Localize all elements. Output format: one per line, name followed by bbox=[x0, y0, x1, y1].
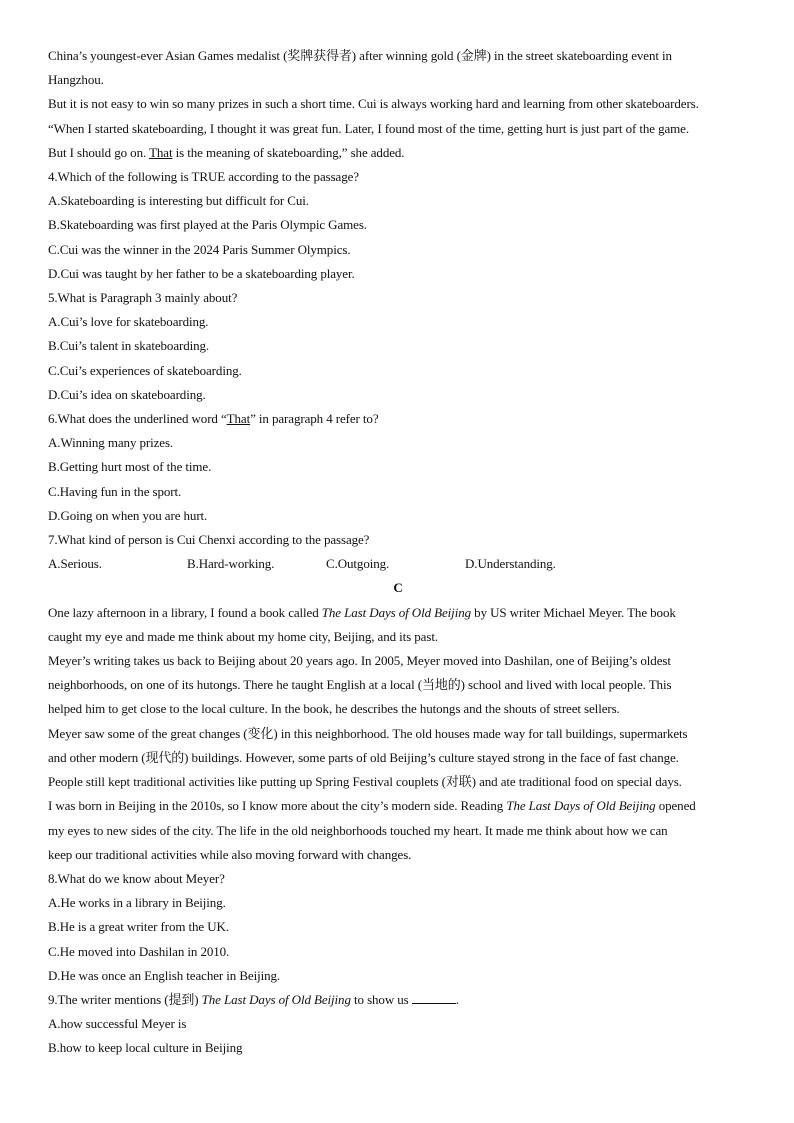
option: D.He was once an English teacher in Beijing. bbox=[48, 967, 281, 983]
passage-line: China’s youngest-ever Asian Games medalist (奖牌获得者) after winning gold (金牌) in the street skateboarding event in bbox=[48, 48, 672, 63]
book-title: The Last Days of Old Beijing bbox=[321, 604, 472, 620]
question-8: 8.What do we know about Meyer? bbox=[48, 870, 225, 886]
option: A.Skateboarding is interesting but difficult for Cui. bbox=[48, 193, 309, 209]
underlined-word: That bbox=[149, 144, 173, 160]
option: A.He works in a library in Beijing. bbox=[48, 895, 226, 911]
option: B.Cui’s talent in skateboarding. bbox=[48, 338, 210, 354]
option: A.Winning many prizes. bbox=[48, 435, 174, 451]
passage-line: caught my eye and made me think about my home city, Beijing, and its past. bbox=[48, 628, 438, 644]
text: I was born in Beijing in the 2010s, so I know more about the city’s modern side. Reading bbox=[48, 798, 507, 814]
option: D.Going on when you are hurt. bbox=[48, 507, 208, 523]
option: B.how to keep local culture in Beijing bbox=[48, 1040, 243, 1056]
passage-line: neighborhoods, on one of its hutongs. There he taught English at a local (当地的) school and lived with local people. This bbox=[48, 677, 672, 693]
option: B.Getting hurt most of the time. bbox=[48, 459, 212, 475]
option: D.Cui’s idea on skateboarding. bbox=[48, 386, 206, 402]
book-title: The Last Days of Old Beijing bbox=[201, 991, 351, 1007]
text: is the meaning of skateboarding,” she added. bbox=[172, 144, 405, 160]
text: by US writer Michael Meyer. The book bbox=[471, 604, 676, 620]
option: C.He moved into Dashilan in 2010. bbox=[48, 943, 230, 959]
question-6 bbox=[48, 407, 748, 431]
passage-line: Hangzhou. bbox=[48, 72, 104, 88]
option: C.Cui’s experiences of skateboarding. bbox=[48, 362, 242, 378]
text: 9.The writer mentions (提到) bbox=[48, 991, 202, 1007]
text: ” in paragraph 4 refer to? bbox=[250, 411, 379, 427]
answer-blank[interactable] bbox=[412, 991, 456, 1004]
passage-line: my eyes to new sides of the city. The life in the old neighborhoods touched my heart. It made me think about how we can bbox=[48, 822, 668, 838]
passage-line bbox=[48, 601, 748, 625]
option: B.Skateboarding was first played at the Paris Olympic Games. bbox=[48, 217, 367, 233]
underlined-word: That bbox=[226, 411, 251, 427]
text: But I should go on. bbox=[48, 144, 150, 160]
option: D.Cui was taught by her father to be a skateboarding player. bbox=[48, 265, 355, 281]
passage-line: keep our traditional activities while also moving forward with changes. bbox=[48, 846, 412, 862]
passage-line: helped him to get close to the local culture. In the book, he describes the hutongs and the shouts of street sellers. bbox=[48, 701, 620, 717]
document-page bbox=[48, 44, 748, 1061]
option: B.He is a great writer from the UK. bbox=[48, 919, 229, 935]
option-row bbox=[48, 552, 748, 576]
option: A.Cui’s love for skateboarding. bbox=[48, 314, 209, 330]
passage-line: and other modern (现代的) buildings. However, some parts of old Beijing’s culture stayed strong in the face of fast change. bbox=[48, 749, 679, 765]
question-4: 4.Which of the following is TRUE according to the passage? bbox=[48, 169, 359, 185]
text: opened bbox=[655, 798, 696, 814]
text: . bbox=[455, 991, 459, 1007]
question-9 bbox=[48, 988, 748, 1012]
text: 6.What does the underlined word “ bbox=[48, 411, 227, 427]
passage-line: But it is not easy to win so many prizes in such a short time. Cui is always working hard and learning from other skateboarders. bbox=[48, 96, 699, 112]
passage-line: People still kept traditional activities like putting up Spring Festival couplets (对联) and ate traditional food on special days. bbox=[48, 774, 682, 790]
book-title: The Last Days of Old Beijing bbox=[506, 798, 656, 814]
passage-line: Meyer saw some of the great changes (变化) in this neighborhood. The old houses made way for tall buildings, supermarkets bbox=[48, 725, 688, 741]
option: A.how successful Meyer is bbox=[48, 1016, 187, 1032]
option: A.Serious. bbox=[48, 556, 102, 572]
passage-line: “When I started skateboarding, I thought it was great fun. Later, I found most of the time, getting hurt is just part of the game. bbox=[48, 120, 690, 136]
text: One lazy afternoon in a library, I found a book called bbox=[48, 604, 322, 620]
question-7: 7.What kind of person is Cui Chenxi according to the passage? bbox=[48, 532, 370, 548]
passage-line: Meyer’s writing takes us back to Beijing about 20 years ago. In 2005, Meyer moved into Dashilan, one of Beijing’s oldest bbox=[48, 653, 671, 669]
question-5: 5.What is Paragraph 3 mainly about? bbox=[48, 290, 238, 306]
text: to show us bbox=[350, 991, 412, 1007]
option: D.Understanding. bbox=[465, 556, 556, 572]
option: C.Outgoing. bbox=[326, 556, 390, 572]
passage-line bbox=[48, 794, 748, 818]
section-heading: C bbox=[393, 580, 403, 596]
passage-line bbox=[48, 141, 748, 165]
option: C.Having fun in the sport. bbox=[48, 483, 182, 499]
option: B.Hard-working. bbox=[187, 556, 275, 572]
option: C.Cui was the winner in the 2024 Paris Summer Olympics. bbox=[48, 241, 351, 257]
